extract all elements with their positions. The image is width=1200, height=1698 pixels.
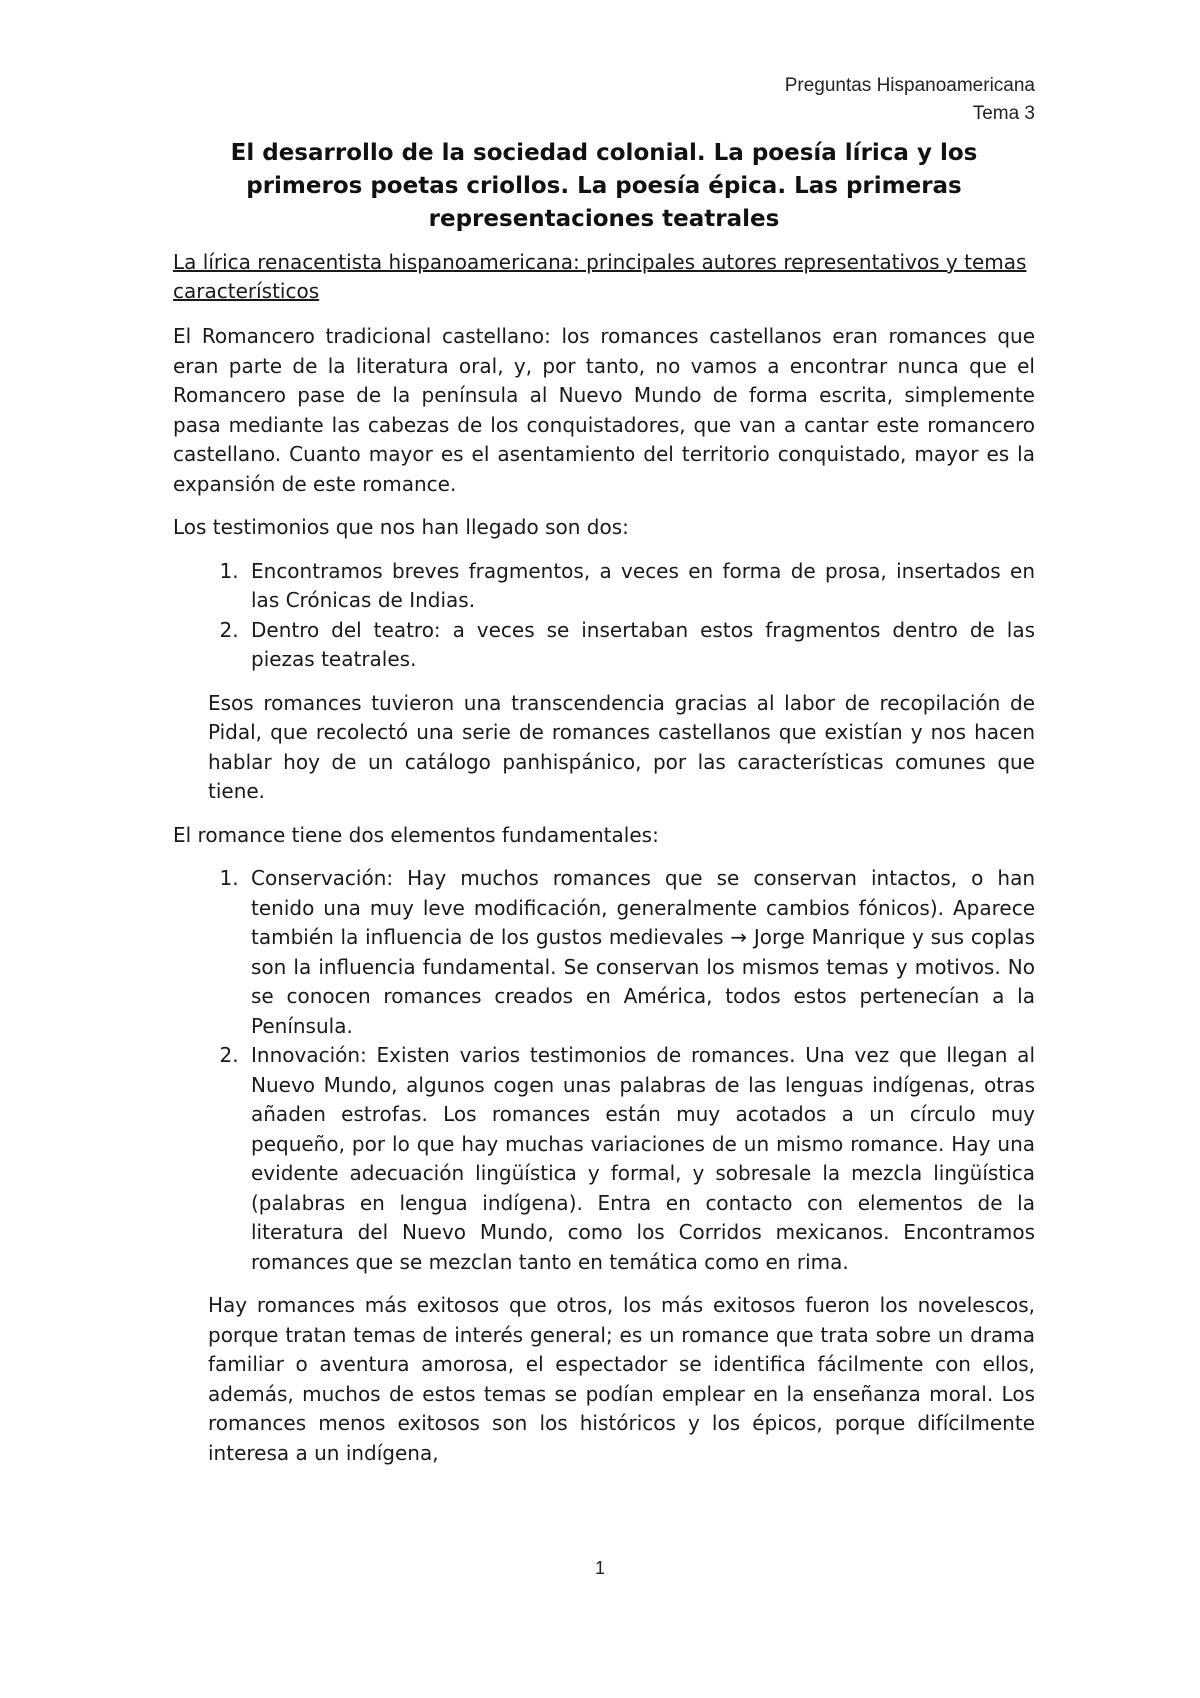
paragraph-romancero: El Romancero tradicional castellano: los romances castellanos eran romances que eran parte de la literatura oral, y, por tanto, no vamos a encontrar nunca que el Romancero pase de la península al Nuevo Mundo de forma escrita, simplemente pasa mediante las cabezas de los conquistadores, que van a cantar este romancero castellano. Cuanto mayor es el asentamiento del territorio conquistado, mayor es la expansión de este romance. [173, 324, 1035, 496]
header-topic: Tema 3 [972, 103, 1035, 124]
paragraph-testimonios: Los testimonios que nos han llegado son dos: [173, 515, 629, 539]
document-body [173, 137, 1035, 1482]
paragraph-pidal: Esos romances tuvieron una transcendencia gracias al labor de recopilación de Pidal, que recolectó una serie de romances castellanos que existían y nos hacen hablar hoy de un catálogo panhispánico, por las características comunes que tiene. [208, 690, 1035, 803]
page-header [785, 72, 1035, 128]
page-number: 1 [594, 1558, 605, 1578]
elementos-list [173, 864, 1035, 1277]
list-item: 1. Conservación: Hay muchos romances que se conservan intactos, o han tenido una muy leve modificación, generalmente cambios fónicos). Aparece también la influencia de los gustos medievales → Jorge Manrique y sus coplas son la influencia fundamental. Se conservan los mismos temas y motivos. No se conocen romances creados en América, todos estos pertenecían a la Península. [245, 864, 1035, 1041]
list-item: 1. Encontramos breves fragmentos, a veces en forma de prosa, insertados en las Crónicas de Indias. [245, 557, 1035, 616]
paragraph-exitosos: Hay romances más exitosos que otros, los más exitosos fueron los novelescos, porque tratan temas de interés general; es un romance que trata sobre un drama familiar o aventura amorosa, el espectador se identifica fácilmente con ellos, además, muchos de estos temas se podían emplear en la enseñanza moral. Los romances menos exitosos son los históricos y los épicos, porque difícilmente interesa a un indígena, [208, 1293, 1035, 1465]
testimonios-list [173, 557, 1035, 675]
list-item: 2. Dentro del teatro: a veces se insertaban estos fragmentos dentro de las piezas teatrales. [245, 616, 1035, 675]
list-item: 2. Innovación: Existen varios testimonios de romances. Una vez que llegan al Nuevo Mundo, algunos cogen unas palabras de las lenguas indígenas, otras añaden estrofas. Los romances están muy acotados a un círculo muy pequeño, por lo que hay muchas variaciones de un mismo romance. Hay una evidente adecuación lingüística y formal, y sobresale la mezcla lingüística (palabras en lengua indígena). Entra en contacto con elementos de la literatura del Nuevo Mundo, como los Corridos mexicanos. Encontramos romances que se mezclan tanto en temática como en rima. [245, 1041, 1035, 1277]
section-subtitle: La lírica renacentista hispanoamericana: principales autores representativos y temas característicos [173, 250, 1027, 303]
header-course: Preguntas Hispanoamericana [784, 75, 1035, 96]
document-title: El desarrollo de la sociedad colonial. La poesía lírica y los primeros poetas criollos. La poesía épica. Las primeras representaciones teatrales [230, 140, 978, 232]
paragraph-elementos: El romance tiene dos elementos fundamentales: [173, 822, 659, 847]
